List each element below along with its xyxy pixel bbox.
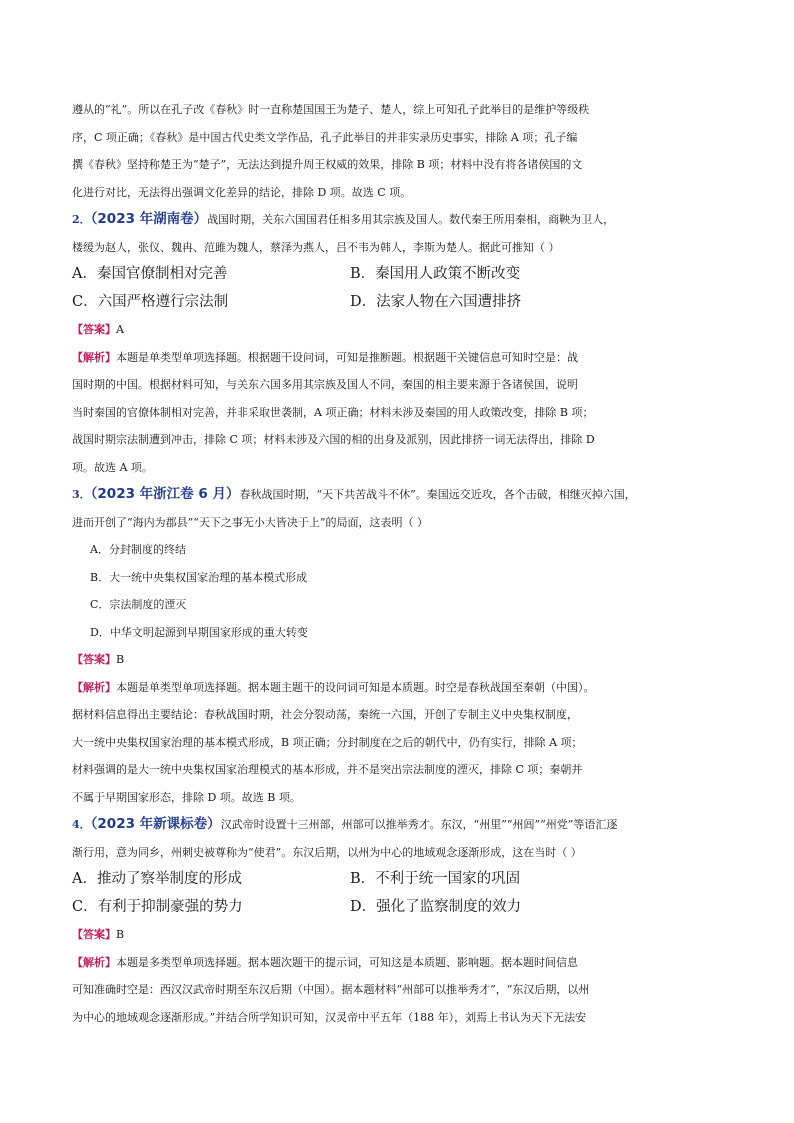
answer-value: B [116, 653, 125, 666]
text-line: 撰《春秋》坚持称楚王为“楚子”，无法达到提升周王权威的效果，排除 B 项；材料中没有将各诸侯国的文 [72, 158, 583, 171]
analysis-text: 项。故选 A 项。 [72, 460, 153, 474]
option-c: C．有利于抑制豪强的势力 [72, 898, 243, 915]
analysis-line [72, 674, 732, 702]
answer-line [72, 646, 732, 674]
option-d: D．中华文明起源到早期国家形成的重大转变 [90, 625, 308, 639]
stem-text: 楼缓为赵人，张仪、魏冉、范雎为魏人，蔡泽为燕人，吕不韦为韩人，李斯为楚人。据此可推知（ ） [72, 240, 560, 254]
analysis-line [72, 949, 732, 977]
option-b: B．秦国用人政策不断改变 [350, 266, 521, 282]
answer-line [72, 316, 732, 344]
option-d: D．强化了监察制度的效力 [350, 898, 522, 915]
stem-text: 渐行用，意为同乡，州刺史被尊称为“使君”。东汉后期，以州为中心的地域观念逐渐形成，这在当时（ ） [72, 845, 582, 859]
analysis-text: 可知准确时空是：西汉汉武帝时期至东汉后期（中国）。据本题材料“州部可以推举秀才”，“东汉后期，以州 [72, 983, 590, 996]
text-line: 序，C 项正确；《春秋》是中国古代史类文学作品，孔子此举目的并非实录历史事实，排除 A 项；孔子编 [72, 130, 578, 144]
question-stem [72, 481, 732, 509]
analysis-text: 本题是单类型单项选择题。根据题干设问词，可知是推断题。根据题干关键信息可知时空是：战 [116, 350, 578, 364]
answer-line [72, 921, 732, 949]
question-number: 4． [72, 818, 91, 831]
analysis-text: 为中心的地域观念逐渐形成。”并结合所学知识可知，汉灵帝中平五年（188 年），刘焉上书认为天下无法安 [72, 1010, 587, 1024]
text-line: 化进行对比，无法得出强调文化差异的结论，排除 D 项。故选 C 项。 [72, 185, 412, 199]
analysis-tag: 【解析】 [72, 955, 116, 969]
option-a: A．秦国官僚制相对完善 [72, 266, 228, 282]
analysis-text: 材料强调的是大一统中央集权国家治理模式的基本形成，并不是突出宗法制度的湮灭，排除 C 项；秦朝并 [72, 763, 583, 776]
text-line: 遵从的“礼”。所以在孔子改《春秋》时一直称楚国国王为楚子、楚人，综上可知孔子此举目的是维护等级秩 [72, 103, 590, 116]
answer-value: A [116, 323, 124, 336]
option-d: D．法家人物在六国遭排挤 [350, 293, 522, 310]
option-b: B．不利于统一国家的巩固 [350, 871, 521, 887]
analysis-text: 当时秦国的官僚体制相对完善，并非采取世袭制，A 项正确；材料未涉及秦国的用人政策改变，排除 B 项； [72, 405, 594, 419]
answer-tag: 【答案】 [72, 323, 116, 336]
analysis-text: 据材料信息得出主要结论：春秋战国时期，社会分裂动荡，秦统一六国，开创了专制主义中央集权制度， [72, 708, 578, 721]
analysis-line [72, 344, 732, 372]
question-number: 3． [72, 488, 91, 501]
analysis-text: 国时期的中国。根据材料可知，与关东六国多用其宗族及国人不同，秦国的相主要来源于各诸侯国，说明 [72, 378, 578, 391]
question-4 [72, 811, 732, 1031]
options-row [72, 894, 732, 922]
options-row [72, 866, 732, 894]
analysis-text: 本题是单类型单项选择题。据本题主题干的设问词可知是本质题。时空是春秋战国至秦朝（中国）。 [116, 680, 595, 694]
question-stem [72, 811, 732, 839]
analysis-text: 战国时期宗法制遭到冲击，排除 C 项；材料未涉及六国的相的出身及派别，因此排挤一词无法得出，排除 D [72, 433, 595, 446]
options-row [72, 261, 732, 289]
question-2 [72, 206, 732, 481]
analysis-tag: 【解析】 [72, 350, 116, 364]
option-a: A．推动了察举制度的形成 [72, 871, 242, 887]
analysis-text: 不属于早期国家形态，排除 D 项。故选 B 项。 [72, 790, 301, 804]
stem-text: 春秋战国时期，“天下共苦战斗不休”。秦国远交近攻，各个击破，相继灭掉六国， [239, 488, 636, 501]
option-b: B．大一统中央集权国家治理的基本模式形成 [90, 570, 308, 584]
answer-tag: 【答案】 [72, 653, 116, 666]
answer-tag: 【答案】 [72, 928, 116, 941]
analysis-tag: 【解析】 [72, 680, 116, 694]
answer-value: B [116, 928, 125, 941]
question-number: 2． [72, 213, 91, 226]
options-row [72, 289, 732, 317]
question-source: （2023 年浙江卷 6 月） [90, 486, 240, 502]
stem-text: 进而开创了“海内为郡县”“天下之事无小大皆决于上”的局面，这表明（ ） [72, 515, 428, 529]
question-3 [72, 481, 732, 811]
document-page [72, 96, 732, 1031]
option-c: C．宗法制度的湮灭 [90, 598, 187, 611]
stem-text: 汉武帝时设置十三州部，州部可以推举秀才。东汉，“州里”“州闾”“州党”等语汇逐 [220, 818, 618, 831]
analysis-text: 本题是多类型单项选择题。据本题次题干的提示词，可知这是本质题、影响题。据本题时间信息 [116, 955, 578, 969]
option-c: C．六国严格遵行宗法制 [72, 293, 229, 310]
question-source: （2023 年湖南卷） [90, 211, 208, 227]
question-stem [72, 206, 732, 234]
stem-text: 战国时期，关东六国国君任相多用其宗族及国人。数代秦王所用秦相，商鞅为卫人， [207, 213, 615, 226]
option-a: A．分封制度的终结 [90, 543, 186, 556]
intro-paragraph [72, 96, 732, 206]
question-source: （2023 年新课标卷） [90, 816, 221, 832]
analysis-text: 大一统中央集权国家治理的基本模式形成，B 项正确；分封制度在之后的朝代中，仍有实行，排除 A 项； [72, 735, 583, 749]
